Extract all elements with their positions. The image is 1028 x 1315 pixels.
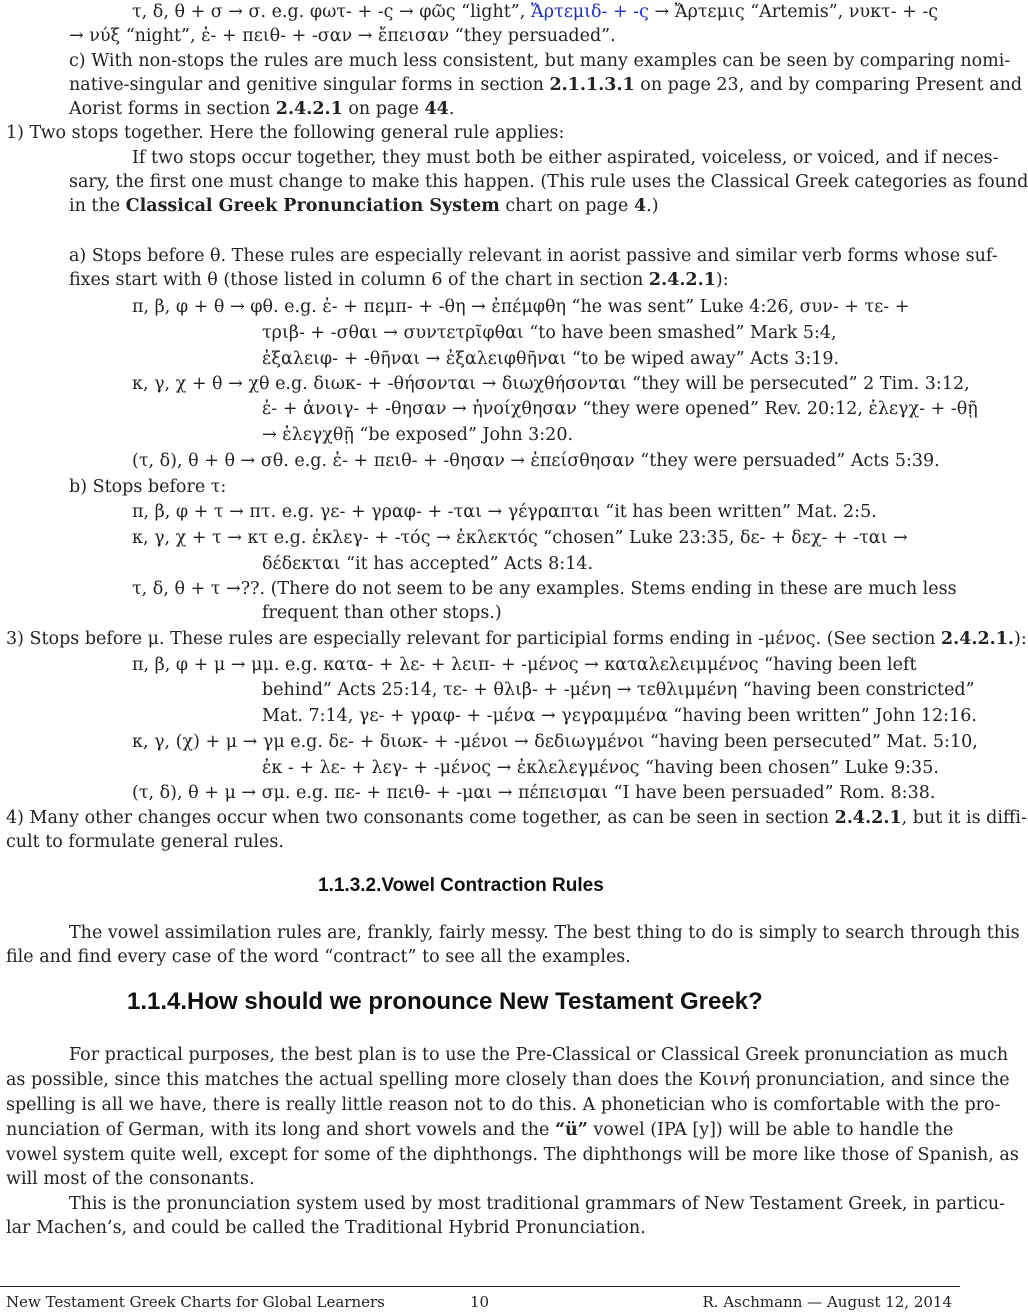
text-line	[6, 627, 1027, 652]
text-run: For practical purposes, the best plan is to use the Pre-Classical or Classical Greek pronunciation as much	[69, 1045, 1009, 1065]
text-line	[132, 730, 978, 755]
text-line	[132, 0, 938, 25]
text-run: nunciation of German, with its long and short vowels and the	[6, 1120, 555, 1140]
text-run: ἐξαλειφ- + -θῆναι → ἐξαλειφθῆναι “to be wiped away” Acts 3:19.	[262, 349, 840, 369]
text-run: κ, γ, (χ) + μ → γμ e.g. δε- + διωκ- + -μένοι → δεδιωγμένοι “having been persecuted” Mat. 5:10,	[132, 732, 978, 752]
text-run: 44	[424, 99, 449, 119]
text-run: b) Stops before τ:	[69, 477, 227, 497]
text-run: 2.4.2.1	[648, 270, 716, 290]
text-run: κ, γ, χ + θ → χθ e.g. διωκ- + -θήσονται → διωχθήσονται “they will be persecuted” 2 Tim. 3:12,	[132, 374, 970, 394]
text-line	[262, 704, 977, 729]
text-run: τριβ- + -σθαι → συντετρῖφθαι “to have been smashed” Mark 5:4,	[262, 323, 837, 343]
text-run: → νύξ “night”, ἐ- + πειθ- + -σαν → ἔπεισαν “they persuaded”.	[69, 26, 616, 46]
footer-rule	[0, 1286, 960, 1287]
text-run: 1) Two stops together. Here the following general rule applies:	[6, 123, 565, 143]
text-line	[6, 1216, 646, 1241]
text-run: spelling is all we have, there is really little reason not to do this. A phonetician who is comfortable with the pro-	[6, 1095, 1001, 1115]
text-line	[262, 601, 502, 626]
text-run: δέδεκται “it has accepted” Acts 8:14.	[262, 554, 594, 574]
text-run: “ü”	[554, 1120, 588, 1140]
text-run: 2.4.2.1	[834, 808, 902, 828]
text-run: on page	[342, 99, 425, 119]
text-run: chart on page	[499, 196, 634, 216]
text-line	[69, 268, 729, 293]
text-run: as possible, since this matches the actual spelling more closely than does the Κοινή pronunciation, and since the	[6, 1070, 1010, 1090]
text-run: This is the pronunciation system used by most traditional grammars of New Testament Greek, in particu-	[69, 1194, 1006, 1214]
text-run: vowel system quite well, except for some of the diphthongs. The diphthongs will be more like those of Spanish, as	[6, 1145, 1019, 1165]
text-run: 3) Stops before μ. These rules are especially relevant for participial forms ending in -μένος. (See section	[6, 629, 941, 649]
text-run: on page 23, and by comparing Present and	[634, 75, 1023, 95]
text-run: → Ἄρτεμις “Artemis”, νυκτ- + -ς	[648, 2, 939, 22]
text-run: a) Stops before θ. These rules are especially relevant in aorist passive and similar verb forms whose suf-	[69, 246, 998, 266]
text-line	[132, 653, 917, 678]
text-line	[262, 678, 975, 703]
text-run: Mat. 7:14, γε- + γραφ- + -μένα → γεγραμμένα “having been written” John 12:16.	[262, 706, 977, 726]
text-line	[132, 577, 957, 602]
text-run: 2.4.2.1	[275, 99, 343, 119]
text-line	[6, 1143, 1019, 1168]
text-line	[6, 806, 1027, 831]
text-run: native-singular and genitive singular forms in section	[69, 75, 550, 95]
text-run: in the	[69, 196, 126, 216]
text-run: behind” Acts 25:14, τε- + θλιβ- + -μένη → τεθλιμμένη “having been constricted”	[262, 680, 975, 700]
text-run: file and find every case of the word “contract” to see all the examples.	[6, 947, 631, 967]
text-line	[69, 475, 226, 500]
text-run: (τ, δ), θ + θ → σθ. e.g. ἐ- + πειθ- + -θησαν → ἐπείσθησαν “they were persuaded” Acts 5:39.	[132, 451, 940, 471]
text-run: cult to formulate general rules.	[6, 832, 284, 852]
text-line	[6, 121, 564, 146]
text-line	[132, 146, 999, 171]
text-line	[69, 244, 998, 269]
text-line	[6, 1118, 953, 1143]
text-run: ):	[1014, 629, 1027, 649]
text-line	[69, 170, 1028, 195]
text-run: τ, δ, θ + τ →??. (There do not seem to be any examples. Stems ending in these are much less	[132, 579, 957, 599]
text-run: 4) Many other changes occur when two consonants come together, as can be seen in section	[6, 808, 835, 828]
text-line	[69, 73, 1022, 98]
text-run: If two stops occur together, they must both be either aspirated, voiceless, or voiced, and if neces-	[132, 148, 999, 168]
text-run: Aorist forms in section	[69, 99, 276, 119]
text-line	[69, 1192, 1005, 1217]
text-line	[6, 1093, 1000, 1118]
text-run: ):	[715, 270, 729, 290]
text-run: π, β, φ + θ → φθ. e.g. ἐ- + πεμπ- + -θη → ἐπέμφθη “he was sent” Luke 4:26, συν- + τε- +	[132, 297, 910, 317]
text-line	[132, 449, 940, 474]
text-run: lar Machen’s, and could be called the Traditional Hybrid Pronunciation.	[6, 1218, 646, 1238]
text-run: , but it is diffi-	[901, 808, 1027, 828]
text-line	[132, 781, 935, 806]
footer-title: New Testament Greek Charts for Global Learners	[6, 1293, 385, 1311]
text-run: κ, γ, χ + τ → κτ e.g. ἐκλεγ- + -τός → ἐκλεκτός “chosen” Luke 23:35, δε- + δεχ- + -ται →	[132, 528, 908, 548]
text-run: 2.4.2.1.	[940, 629, 1014, 649]
text-run: vowel (IPA [y]) will be able to handle the	[587, 1120, 954, 1140]
text-line	[132, 372, 970, 397]
section-heading-vowel-contraction: 1.1.3.2.Vowel Contraction Rules	[318, 875, 604, 896]
text-run: τ, δ, θ + σ → σ. e.g. φωτ- + -ς → φῶς “light”,	[132, 2, 531, 22]
text-run: will most of the consonants.	[6, 1169, 255, 1189]
text-run: 2.1.1.3.1	[549, 75, 635, 95]
text-run: → ἐλεγχθῇ “be exposed” John 3:20.	[262, 425, 574, 445]
text-line	[69, 194, 659, 219]
text-run: ἐκ - + λε- + λεγ- + -μένος → ἐκλελεγμένος “having been chosen” Luke 9:35.	[262, 758, 939, 778]
text-run: .)	[646, 196, 659, 216]
text-line	[262, 756, 939, 781]
footer-page-number: 10	[470, 1293, 490, 1311]
text-line	[6, 1068, 1010, 1093]
text-run: frequent than other stops.)	[262, 603, 502, 623]
text-line	[262, 423, 573, 448]
text-line	[69, 921, 1020, 946]
text-run: Ἄρτεμιδ- + -ς	[530, 2, 649, 22]
text-line	[132, 295, 909, 320]
text-run: c) With non-stops the rules are much less consistent, but many examples can be seen by comparing nomi-	[69, 51, 1011, 71]
text-line	[69, 24, 616, 49]
text-run: π, β, φ + μ → μμ. e.g. κατα- + λε- + λειπ- + -μένος → καταλελειμμένος “having been left	[132, 655, 917, 675]
text-line	[132, 500, 877, 525]
text-run: The vowel assimilation rules are, frankly, fairly messy. The best thing to do is simply to search through this	[69, 923, 1020, 943]
text-run: sary, the first one must change to make this happen. (This rule uses the Classical Greek categories as found	[69, 172, 1028, 192]
section-heading-pronunciation: 1.1.4.How should we pronounce New Testament Greek?	[127, 988, 763, 1015]
text-line	[262, 397, 978, 422]
text-run: π, β, φ + τ → πτ. e.g. γε- + γραφ- + -ται → γέγραπται “it has been written” Mat. 2:5.	[132, 502, 877, 522]
text-run: Classical Greek Pronunciation System	[125, 196, 500, 216]
text-line	[262, 552, 593, 577]
text-line	[69, 97, 454, 122]
text-line	[262, 347, 839, 372]
text-line	[69, 49, 1010, 74]
text-run: fixes start with θ (those listed in column 6 of the chart in section	[69, 270, 649, 290]
text-line	[6, 1167, 255, 1192]
text-line	[132, 526, 908, 551]
text-run: 4	[633, 196, 647, 216]
text-run: .	[448, 99, 455, 119]
text-line	[69, 1043, 1008, 1068]
text-line	[6, 945, 631, 970]
text-run: (τ, δ), θ + μ → σμ. e.g. πε- + πειθ- + -μαι → πέπεισμαι “I have been persuaded” Rom. 8:38.	[132, 783, 936, 803]
footer-author-date: R. Aschmann — August 12, 2014	[702, 1293, 952, 1311]
text-line	[262, 321, 837, 346]
text-run: ἐ- + ἀνοιγ- + -θησαν → ἠνοίχθησαν “they were opened” Rev. 20:12, ἐλεγχ- + -θῇ	[262, 399, 978, 419]
text-line	[6, 830, 284, 855]
